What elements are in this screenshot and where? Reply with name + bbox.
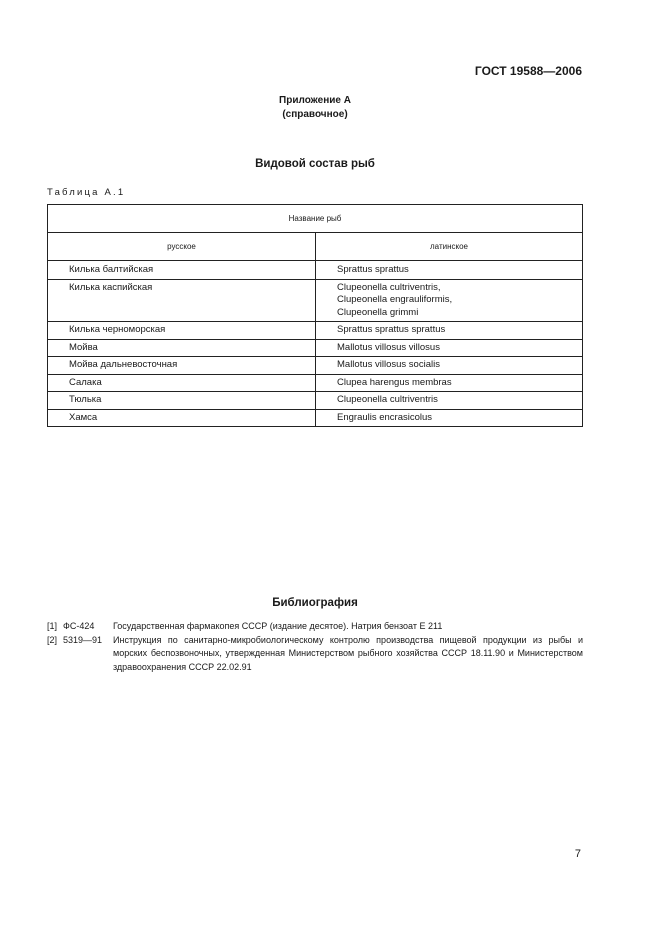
standard-code: ГОСТ 19588—2006: [474, 64, 582, 78]
latin-name-line: Clupea harengus membras: [337, 376, 452, 388]
bibliography-number: [2]: [47, 634, 58, 645]
bibliography-text: Государственная фармакопея СССР (издание десятое). Натрия бензоат Е 211: [113, 621, 443, 631]
species-table: [47, 204, 583, 427]
table-group-header: Название рыб: [48, 205, 583, 233]
fish-name-latin: [316, 339, 583, 357]
bibliography-text: Инструкция по санитарно-микробиологическому контролю производства пищевой продукции из рыбы и морских беспозвоночных, утвержденная Министерством рыбного хозяйства СССР 18.11.90 и Министерством здравоохранения СССР 22.02.91: [113, 634, 583, 672]
table-row: [48, 261, 583, 280]
table-row: [48, 279, 583, 322]
fish-name-russian: Килька черноморская: [48, 322, 316, 340]
bibliography-entry: [47, 634, 583, 675]
latin-name-line: Clupeonella engrauliformis,: [337, 294, 453, 305]
latin-name-line: Clupeonella cultriventris: [337, 394, 438, 405]
latin-name-line: Engraulis encrasicolus: [337, 411, 433, 423]
table-body: [48, 261, 583, 427]
fish-name-latin: [316, 392, 583, 410]
bibliography-number: [1]: [47, 621, 58, 631]
table-label: Таблица А.1: [47, 187, 126, 198]
fish-name-latin: [316, 279, 583, 322]
bibliography-entry: [47, 620, 583, 634]
fish-name-russian: Салака: [48, 374, 316, 392]
latin-name-line: Mallotus villosus socialis: [337, 359, 440, 370]
table-heading: Видовой состав рыб: [255, 158, 375, 170]
table-row: [48, 322, 583, 340]
fish-name-russian: Мойва дальневосточная: [48, 357, 316, 375]
table-row: [48, 339, 583, 357]
column-header-russian: русское: [48, 233, 316, 261]
fish-name-latin: [316, 322, 583, 340]
fish-name-latin: [316, 374, 583, 392]
fish-name-latin: [316, 409, 583, 427]
latin-name-line: Sprattus sprattus sprattus: [337, 324, 446, 335]
latin-name-line: Sprattus sprattus: [337, 264, 409, 275]
bibliography-list: [47, 620, 583, 674]
appendix-heading: [0, 94, 630, 122]
latin-name-line: Mallotus villosus villosus: [337, 341, 440, 353]
bibliography-code: ФС-424: [63, 621, 95, 631]
fish-name-russian: Килька балтийская: [48, 261, 316, 280]
fish-name-russian: Тюлька: [48, 392, 316, 410]
fish-name-latin: [316, 357, 583, 375]
latin-name-line: Clupeonella grimmi: [337, 306, 419, 318]
page-number: 7: [574, 848, 581, 860]
fish-name-russian: Хамса: [48, 409, 316, 427]
table-row: [48, 392, 583, 410]
bibliography-title: Библиография: [272, 597, 358, 609]
column-header-latin: латинское: [316, 233, 583, 261]
appendix-title: Приложение А: [279, 95, 351, 106]
table-row: [48, 409, 583, 427]
fish-name-russian: Килька каспийская: [48, 279, 316, 322]
latin-name-line: Clupeonella cultriventris,: [337, 281, 441, 293]
table-row: [48, 357, 583, 375]
bibliography-code: 5319—91: [63, 634, 103, 645]
appendix-subtitle: (справочное): [282, 109, 348, 120]
fish-name-russian: Мойва: [48, 339, 316, 357]
table-row: [48, 374, 583, 392]
fish-name-latin: [316, 261, 583, 280]
